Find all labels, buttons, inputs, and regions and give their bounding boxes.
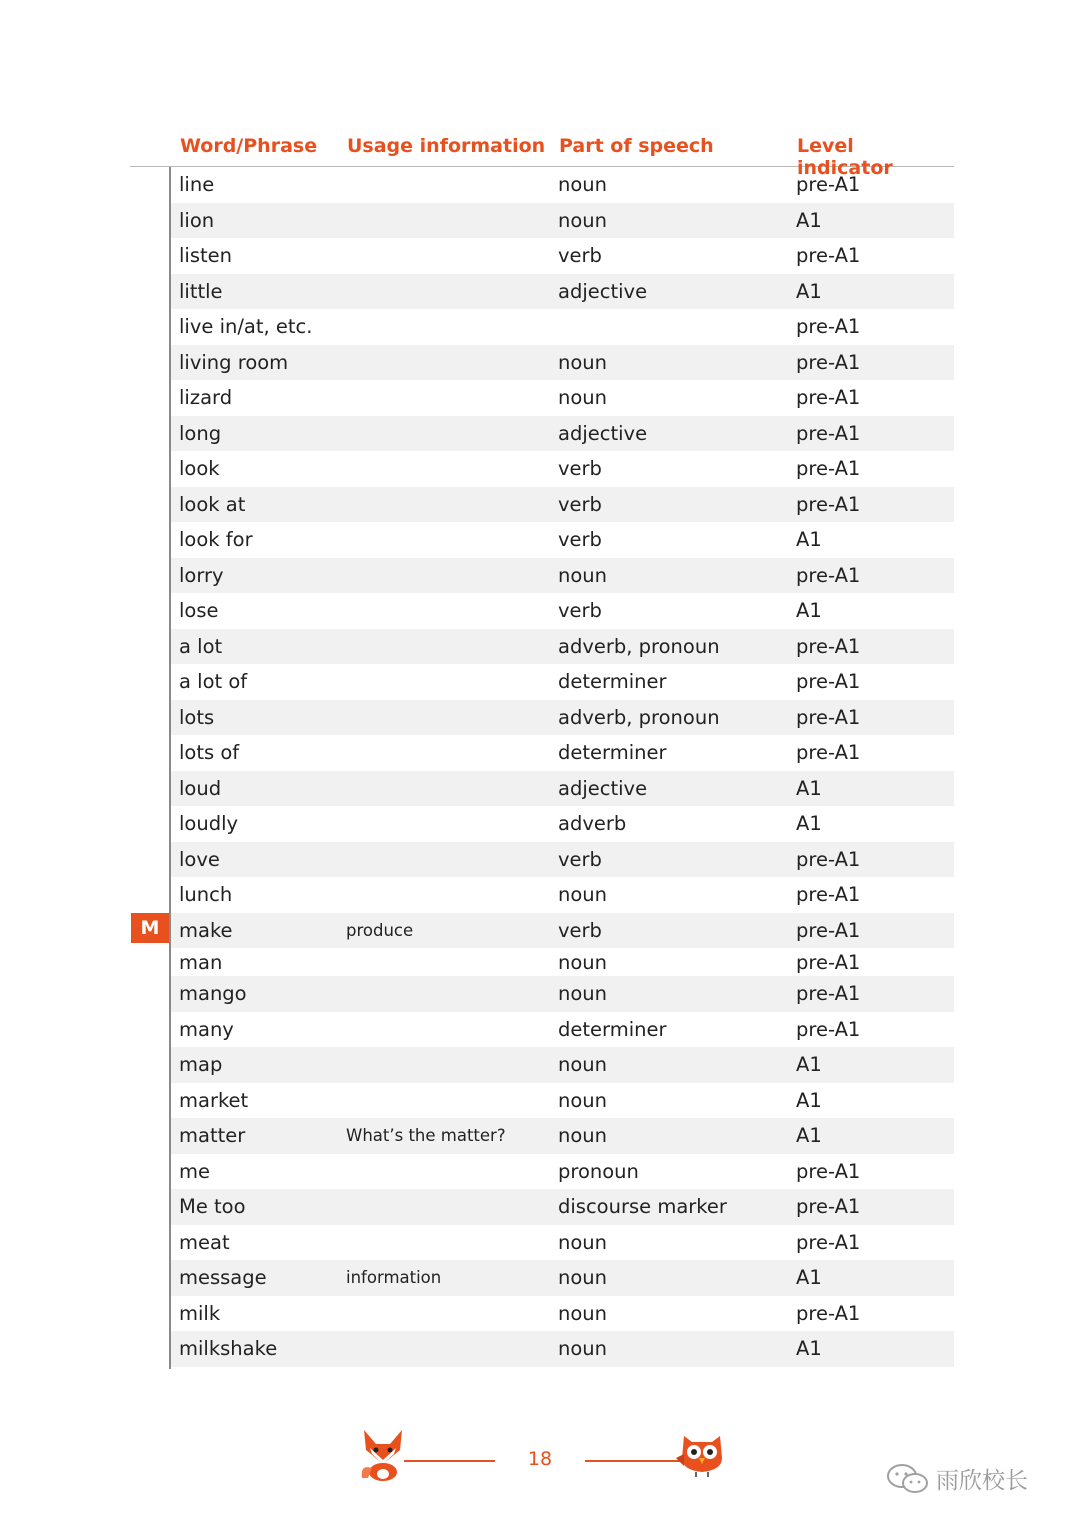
cell-level: pre-A1 xyxy=(796,1301,861,1325)
page-number: 18 xyxy=(527,1448,553,1470)
cell-level: pre-A1 xyxy=(796,982,861,1006)
cell-part-of-speech: adverb, pronoun xyxy=(558,634,720,658)
table-row xyxy=(171,664,954,700)
wechat-icon xyxy=(886,1463,930,1495)
cell-word: man xyxy=(179,950,223,974)
cell-level: pre-A1 xyxy=(796,670,861,694)
cell-word: make xyxy=(179,918,233,942)
cell-level: pre-A1 xyxy=(796,173,861,197)
table-row xyxy=(171,948,954,976)
table-row xyxy=(171,309,954,345)
cell-level: pre-A1 xyxy=(796,741,861,765)
cell-part-of-speech: adverb xyxy=(558,812,627,836)
table-row xyxy=(171,451,954,487)
table-row xyxy=(171,1331,954,1367)
cell-level: A1 xyxy=(796,1337,822,1361)
header-usage-information: Usage information xyxy=(347,135,546,157)
cell-part-of-speech: determiner xyxy=(558,670,667,694)
cell-usage: What’s the matter? xyxy=(346,1126,506,1146)
watermark-text: 雨欣校长 xyxy=(936,1468,1028,1494)
cell-level: pre-A1 xyxy=(796,1195,861,1219)
cell-word: lose xyxy=(179,599,219,623)
cell-word: Me too xyxy=(179,1195,246,1219)
cell-part-of-speech: determiner xyxy=(558,741,667,765)
cell-word: a lot of xyxy=(179,670,248,694)
cell-word: live in/at, etc. xyxy=(179,315,313,339)
cell-word: message xyxy=(179,1266,267,1290)
cell-level: A1 xyxy=(796,1053,822,1077)
cell-part-of-speech: verb xyxy=(558,599,602,623)
table-row xyxy=(171,1260,954,1296)
cell-usage: produce xyxy=(346,920,414,940)
table-row xyxy=(171,877,954,913)
cell-word: lorry xyxy=(179,563,224,587)
cell-part-of-speech: noun xyxy=(558,173,608,197)
cell-word: many xyxy=(179,1017,234,1041)
cell-word: loud xyxy=(179,776,222,800)
cell-word: lizard xyxy=(179,386,233,410)
cell-part-of-speech: adverb, pronoun xyxy=(558,705,720,729)
table-row xyxy=(171,167,954,203)
watermark xyxy=(886,1462,1028,1495)
cell-word: me xyxy=(179,1159,210,1183)
cell-level: A1 xyxy=(796,1266,822,1290)
cell-part-of-speech: verb xyxy=(558,457,602,481)
cell-part-of-speech: adjective xyxy=(558,421,648,445)
header-word-phrase: Word/Phrase xyxy=(180,135,318,157)
cell-level: pre-A1 xyxy=(796,421,861,445)
cell-level: pre-A1 xyxy=(796,457,861,481)
cell-part-of-speech: noun xyxy=(558,982,608,1006)
cell-word: look for xyxy=(179,528,253,552)
table-row xyxy=(171,842,954,878)
cell-part-of-speech: noun xyxy=(558,1088,608,1112)
cell-word: lunch xyxy=(179,883,233,907)
table-row xyxy=(171,203,954,239)
footer-rule-left xyxy=(404,1460,495,1462)
cell-level: A1 xyxy=(796,599,822,623)
cell-part-of-speech: verb xyxy=(558,918,602,942)
table-row xyxy=(171,1154,954,1190)
table-row xyxy=(171,1225,954,1261)
cell-part-of-speech: noun xyxy=(558,1337,608,1361)
cell-level: pre-A1 xyxy=(796,883,861,907)
table-row xyxy=(171,1189,954,1225)
table-row xyxy=(171,1118,954,1154)
cell-level: pre-A1 xyxy=(796,492,861,516)
cell-level: pre-A1 xyxy=(796,847,861,871)
cell-word: meat xyxy=(179,1230,230,1254)
cell-level: pre-A1 xyxy=(796,918,861,942)
cell-level: A1 xyxy=(796,1124,822,1148)
cell-level: A1 xyxy=(796,812,822,836)
cell-word: market xyxy=(179,1088,249,1112)
cell-word: lion xyxy=(179,208,215,232)
cell-part-of-speech: noun xyxy=(558,1124,608,1148)
cell-level: pre-A1 xyxy=(796,705,861,729)
cell-level: A1 xyxy=(796,528,822,552)
table-row xyxy=(171,913,954,949)
owl-icon xyxy=(676,1428,728,1478)
cell-word: love xyxy=(179,847,220,871)
table-row xyxy=(171,1047,954,1083)
table-row xyxy=(171,487,954,523)
cell-word: milkshake xyxy=(179,1337,278,1361)
cell-part-of-speech: determiner xyxy=(558,1017,667,1041)
table-header xyxy=(130,130,954,179)
cell-word: look at xyxy=(179,492,246,516)
table-row xyxy=(171,629,954,665)
cell-part-of-speech: noun xyxy=(558,563,608,587)
cell-part-of-speech: pronoun xyxy=(558,1159,639,1183)
section-letter-tab: M xyxy=(131,913,169,943)
cell-word: a lot xyxy=(179,634,223,658)
cell-word: lots xyxy=(179,705,215,729)
footer-rule-right xyxy=(585,1460,680,1462)
table-row xyxy=(171,593,954,629)
table-row xyxy=(171,522,954,558)
cell-level: pre-A1 xyxy=(796,1159,861,1183)
cell-level: A1 xyxy=(796,1088,822,1112)
header-level-indicator: Level indicator xyxy=(797,135,893,179)
table-row xyxy=(171,558,954,594)
table-row xyxy=(171,274,954,310)
table-row xyxy=(171,735,954,771)
cell-level: A1 xyxy=(796,776,822,800)
cell-word: map xyxy=(179,1053,223,1077)
cell-part-of-speech: noun xyxy=(558,883,608,907)
fox-icon xyxy=(358,1428,408,1482)
cell-part-of-speech: noun xyxy=(558,1053,608,1077)
table-row xyxy=(171,416,954,452)
table-row xyxy=(171,1012,954,1048)
table-row xyxy=(171,976,954,1012)
cell-level: pre-A1 xyxy=(796,350,861,374)
table-row xyxy=(171,771,954,807)
cell-level: A1 xyxy=(796,279,822,303)
cell-word: mango xyxy=(179,982,247,1006)
cell-level: pre-A1 xyxy=(796,634,861,658)
table-row xyxy=(171,345,954,381)
cell-level: pre-A1 xyxy=(796,244,861,268)
cell-word: long xyxy=(179,421,222,445)
cell-part-of-speech: noun xyxy=(558,1301,608,1325)
cell-part-of-speech: noun xyxy=(558,1266,608,1290)
cell-part-of-speech: noun xyxy=(558,350,608,374)
cell-level: pre-A1 xyxy=(796,315,861,339)
cell-word: matter xyxy=(179,1124,246,1148)
cell-word: milk xyxy=(179,1301,221,1325)
table-row xyxy=(171,1083,954,1119)
cell-part-of-speech: noun xyxy=(558,950,608,974)
cell-word: loudly xyxy=(179,812,239,836)
cell-part-of-speech: verb xyxy=(558,847,602,871)
cell-level: pre-A1 xyxy=(796,563,861,587)
cell-part-of-speech: verb xyxy=(558,492,602,516)
cell-word: look xyxy=(179,457,220,481)
cell-level: pre-A1 xyxy=(796,950,861,974)
table-row xyxy=(171,700,954,736)
cell-level: A1 xyxy=(796,208,822,232)
cell-part-of-speech: adjective xyxy=(558,279,648,303)
cell-usage: information xyxy=(346,1268,442,1288)
cell-level: pre-A1 xyxy=(796,386,861,410)
table-row xyxy=(171,380,954,416)
cell-word: little xyxy=(179,279,223,303)
cell-word: living room xyxy=(179,350,289,374)
cell-part-of-speech: noun xyxy=(558,208,608,232)
cell-part-of-speech: noun xyxy=(558,1230,608,1254)
cell-part-of-speech: verb xyxy=(558,244,602,268)
table-row xyxy=(171,238,954,274)
cell-word: line xyxy=(179,173,215,197)
table-row xyxy=(171,806,954,842)
cell-part-of-speech: verb xyxy=(558,528,602,552)
cell-level: pre-A1 xyxy=(796,1230,861,1254)
cell-part-of-speech: discourse marker xyxy=(558,1195,727,1219)
vocabulary-table xyxy=(171,167,954,1367)
cell-part-of-speech: noun xyxy=(558,386,608,410)
header-part-of-speech: Part of speech xyxy=(559,135,714,157)
cell-word: listen xyxy=(179,244,232,268)
cell-part-of-speech: adjective xyxy=(558,776,648,800)
table-row xyxy=(171,1296,954,1332)
cell-level: pre-A1 xyxy=(796,1017,861,1041)
cell-word: lots of xyxy=(179,741,240,765)
